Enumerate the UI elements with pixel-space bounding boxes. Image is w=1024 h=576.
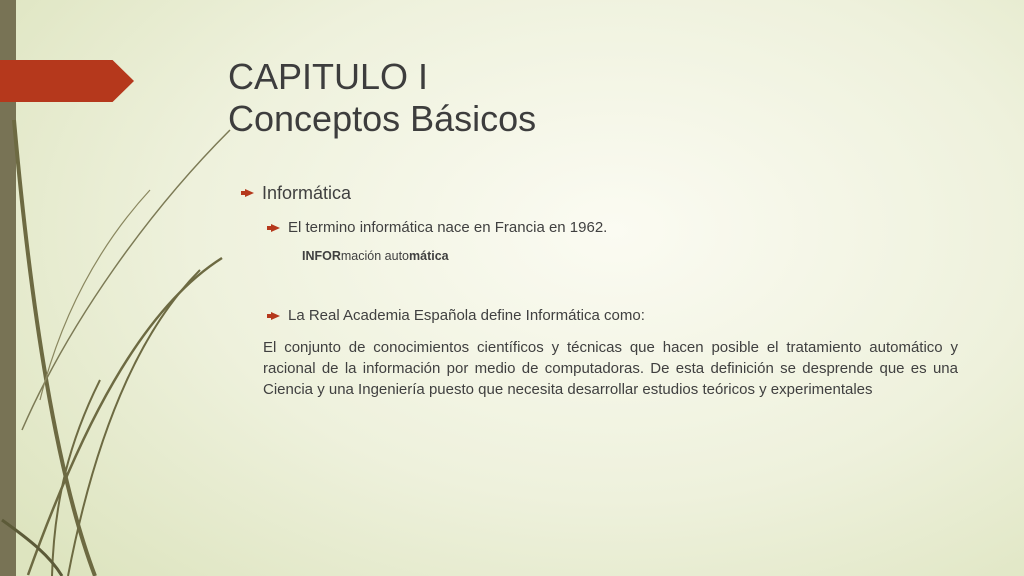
bullet-rae-text: La Real Academia Española define Informática como: [288, 307, 645, 324]
title-accent-tab [0, 60, 134, 102]
sub-bold-infor: INFOR [302, 249, 341, 263]
arrow-bullet-icon [245, 189, 254, 197]
bullet-informatica [241, 183, 351, 204]
sub-normal-text: mación auto [340, 249, 409, 263]
slide-title [228, 56, 536, 140]
bullet-rae-definition [267, 307, 645, 324]
arrow-bullet-icon [271, 224, 280, 232]
bullet-origin-text: El termino informática nace en Francia en 1962. [288, 219, 608, 236]
definition-paragraph: El conjunto de conocimientos científicos y técnicas que hacen posible el tratamiento automático y racional de la información por medio de computadoras. De esta definición se desprende que es una Ciencia y una Ingeniería puesto que necesita desarrollar estudios teóricos y experimentales [263, 339, 958, 398]
title-line-2: Conceptos Básicos [228, 98, 537, 139]
informacion-automatica-note [302, 249, 449, 263]
arrow-bullet-icon [271, 312, 280, 320]
sub-bold-matica: mática [409, 249, 449, 263]
title-line-1: CAPITULO I [228, 56, 429, 97]
bullet-informatica-text: Informática [262, 183, 352, 203]
bullet-origin [267, 219, 607, 236]
